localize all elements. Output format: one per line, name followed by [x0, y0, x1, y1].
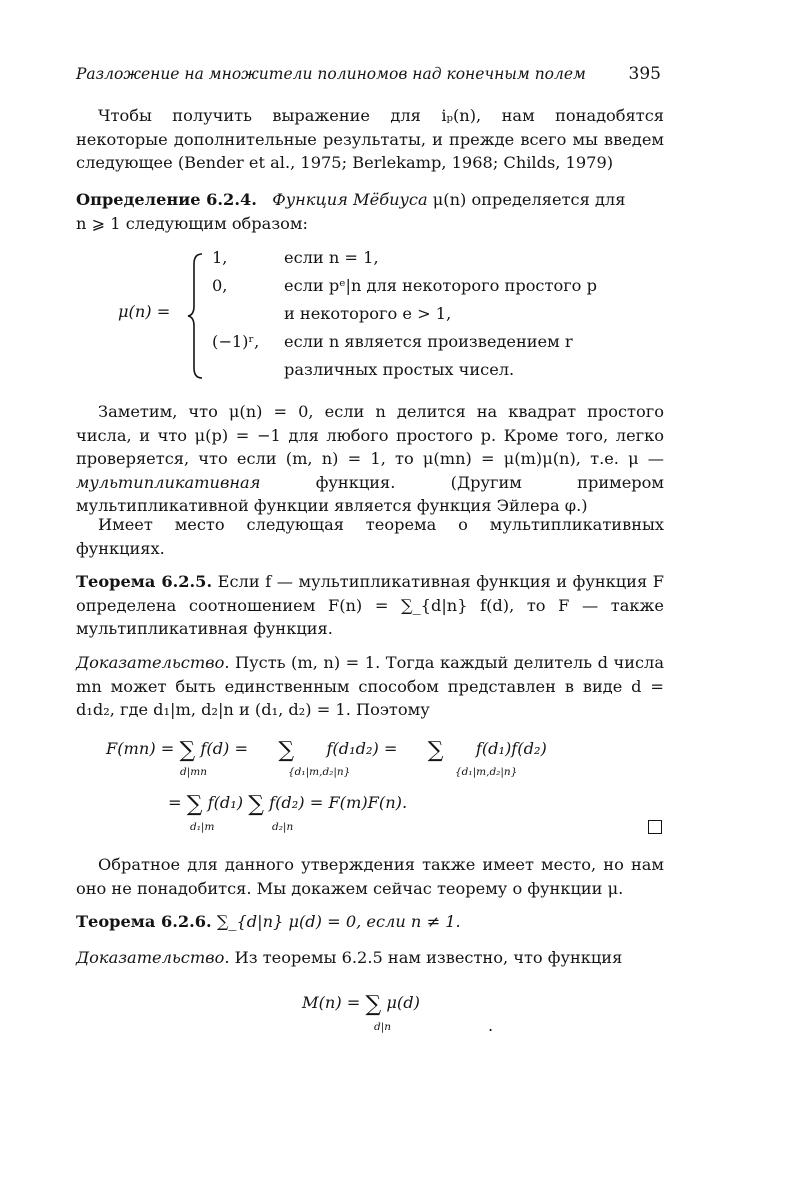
sum-index: {d₁|m,d₂|n}: [455, 766, 518, 778]
equation-line-1: [106, 738, 547, 763]
eq-term-4: f(d₁): [207, 793, 244, 812]
sum-index: {d₁|m,d₂|n}: [288, 766, 351, 778]
eq-term-1: f(d) =: [200, 739, 249, 758]
sum-symbol: ∑: [179, 738, 196, 763]
sum-index: d|n: [374, 1021, 392, 1033]
proof-label: Доказательство.: [76, 948, 230, 967]
case-value: 0,: [212, 276, 228, 295]
sum-symbol: ∑: [365, 992, 382, 1017]
case-condition: если pᵉ|n для некоторого простого p: [284, 276, 597, 295]
mobius-lhs: μ(n) =: [118, 302, 171, 321]
definition-text-2: n ⩾ 1 следующим образом:: [76, 213, 308, 233]
trailing-period: .: [488, 1016, 494, 1035]
case-condition: и некоторого e > 1,: [284, 304, 452, 323]
case-condition: различных простых чисел.: [284, 360, 515, 379]
eq-term-3: f(d₁)f(d₂): [475, 739, 547, 758]
sum-symbol: ∑: [278, 738, 295, 763]
paragraph-intro: Чтобы получить выражение для iₚ(n), нам понадобятся некоторые дополнительные результаты, и прежде всего мы введем следующее (Bender et al., 1975; Berlekamp, 1968; Childs, 1979): [76, 106, 664, 173]
case-value: (−1)ʳ,: [212, 332, 260, 351]
sum-index: d₁|m: [190, 821, 215, 833]
remark-text-1: Заметим, что μ(n) = 0, если n делится на квадрат простого числа, и что μ(p) = −1 для любого простого p. Кроме того, легко проверяется, что если (m, n) = 1, то μ(mn) = μ(m)μ(n), т.е. μ —: [76, 402, 664, 469]
eq-rhs: μ(d): [386, 993, 420, 1012]
qed-box-icon: [648, 820, 662, 834]
theorem-6-2-6: [76, 910, 664, 934]
definition-term: Функция Мёбиуса: [272, 190, 428, 209]
eq-term-2: f(d₁d₂) =: [326, 739, 398, 758]
sum-symbol: ∑: [248, 792, 264, 817]
page-number: 395: [628, 64, 661, 84]
paragraph-remark: [76, 400, 664, 518]
proof-6-2-6: [76, 946, 664, 970]
eq-term-5: f(d₂) = F(m)F(n).: [269, 793, 408, 812]
sum-symbol: ∑: [186, 792, 203, 817]
theorem-text: Если f — мультипликативная функция и функция F определена соотношением F(n) = ∑_{d|n} f(d), то F — также мультипликативная функция.: [76, 572, 664, 639]
case-condition: если n является произведением r: [284, 332, 573, 351]
sum-index: d₂|n: [272, 821, 294, 833]
definition-label: Определение 6.2.4.: [76, 190, 257, 209]
running-title: Разложение на множители полиномов над конечным полем: [76, 65, 586, 83]
paragraph-lead-in: Имеет место следующая теорема о мультипликативных функциях.: [76, 515, 664, 558]
running-header: [76, 64, 661, 84]
proof-text: Пусть (m, n) = 1. Тогда каждый делитель d числа mn может быть единственным способом представлен в виде d = d₁d₂, где d₁|m, d₂|n и (d₁, d₂) = 1. Поэтому: [76, 653, 664, 720]
eq-lhs: M(n) =: [302, 993, 361, 1012]
paragraph-converse: Обратное для данного утверждения также имеет место, но нам оно не понадобится. Мы докажем сейчас теорему о функции μ.: [76, 855, 664, 898]
theorem-6-2-5: [76, 570, 664, 641]
remark-text-2: функция. (Другим примером мультипликативной функции является функция Эйлера φ.): [76, 472, 664, 516]
eq-lhs: F(mn) =: [106, 739, 175, 758]
theorem-label: Теорема 6.2.5.: [76, 572, 213, 591]
sum-index: d|mn: [180, 766, 207, 778]
eq-equals: =: [168, 793, 182, 812]
proof-text: Из теоремы 6.2.5 нам известно, что функция: [234, 948, 623, 967]
proof-6-2-5: [76, 651, 664, 722]
definition-text-1: μ(n) определяется для: [432, 190, 626, 209]
sum-symbol: ∑: [427, 738, 444, 763]
case-condition: если n = 1,: [284, 248, 379, 267]
equation-mobius-sum: [302, 992, 420, 1017]
case-value: 1,: [212, 248, 228, 267]
equation-line-2: [168, 792, 407, 817]
proof-label: Доказательство.: [76, 653, 230, 672]
multiplicative-term: мультипликативная: [76, 472, 261, 492]
theorem-text: ∑_{d|n} μ(d) = 0, если n ≠ 1.: [216, 912, 461, 931]
definition-6-2-4: [76, 188, 664, 235]
theorem-label: Теорема 6.2.6.: [76, 912, 212, 931]
left-brace: [186, 252, 206, 380]
